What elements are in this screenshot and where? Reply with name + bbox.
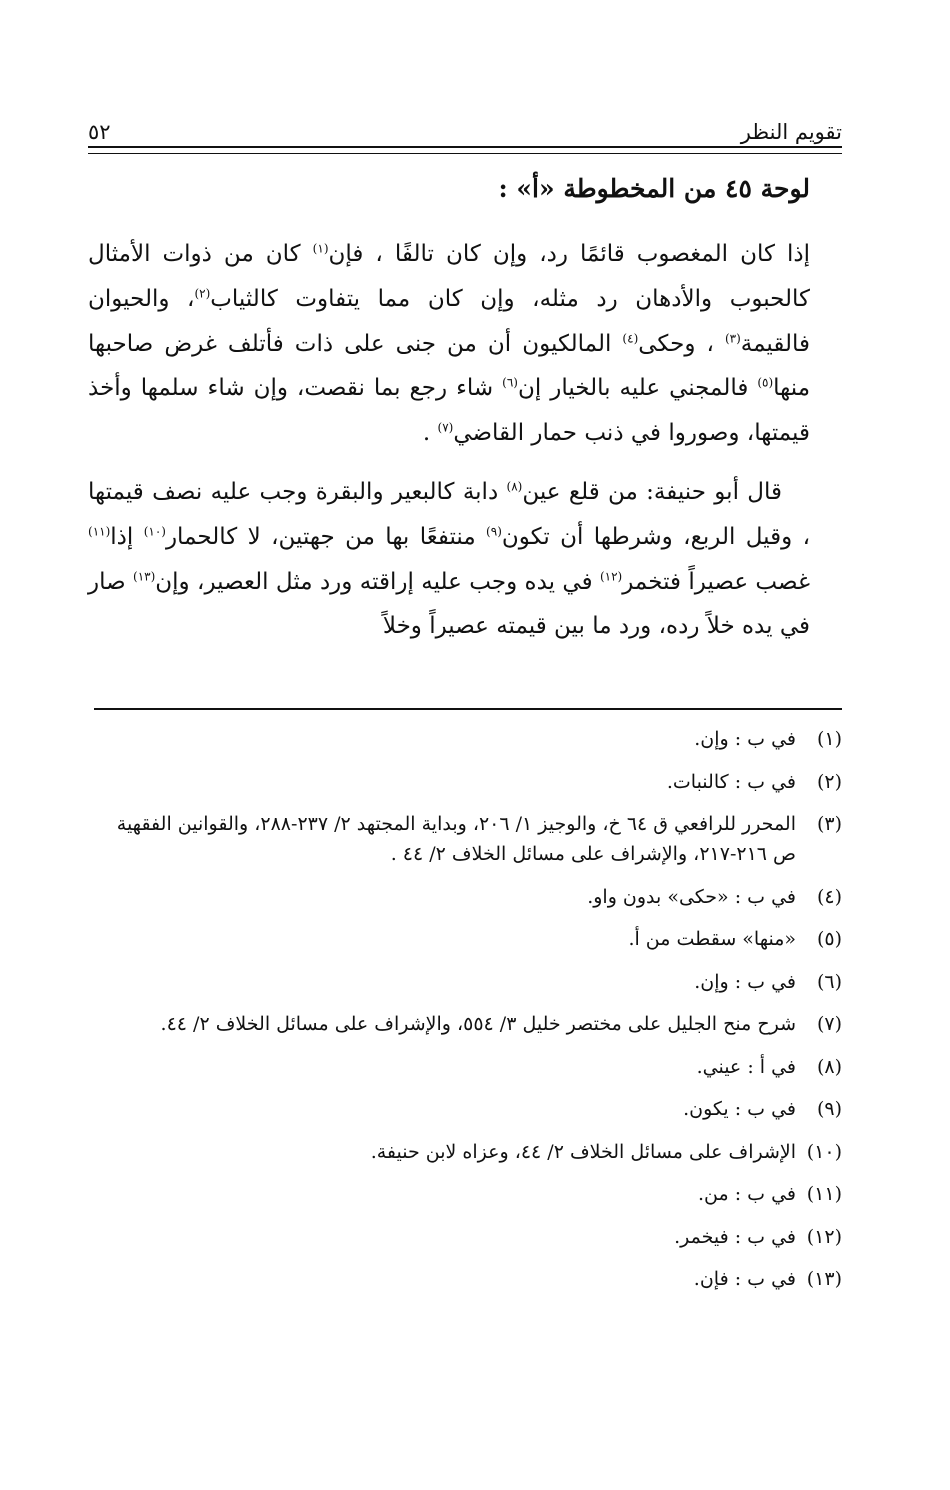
footnote-text: شرح منح الجليل على مختصر خليل ٣/ ٥٥٤، والإشراف على مسائل الخلاف ٢/ ٤٤. (160, 1013, 796, 1035)
footnote-item (94, 1179, 842, 1209)
text-run: شاء رجع بما نقصت، وإن شاء سلمها وأخذ قيمتها، وصوروا في ذنب حمار القاضي (88, 375, 810, 447)
footnote-number: (٥) (816, 928, 842, 950)
running-title: تقويم النظر (740, 120, 842, 144)
text-run: دابة كالبعير والبقرة وجب عليه نصف قيمتها ، وقيل الربع، وشرطها أن تكون (88, 478, 810, 550)
footnote-item (94, 724, 842, 754)
footnote-reference: (٧) (437, 420, 454, 435)
footnote-number: (٧) (816, 1013, 842, 1035)
footnote-item (94, 1137, 842, 1167)
footnote-item (94, 1052, 842, 1082)
section-heading: لوحة ٤٥ من المخطوطة «أ» : (498, 174, 810, 203)
text-run: المالكيون أن من جنى على ذات فأتلف غرض صاحبها منها (88, 330, 811, 402)
footnote-reference: (٦) (502, 375, 518, 390)
footnote-text: في ب : من. (697, 1183, 796, 1205)
footnote-item (94, 882, 842, 912)
footnote-reference: (٨) (506, 479, 523, 494)
footnote-item (94, 1009, 842, 1039)
text-run: . (422, 420, 438, 447)
footnote-item (94, 1222, 842, 1252)
footnote-number: (٦) (816, 970, 842, 993)
footnote-text: في ب : يكون. (683, 1098, 796, 1120)
running-header (88, 108, 842, 144)
text-run: منتفعًا بها من جهتين، لا كالحمار (165, 523, 487, 550)
footnote-text: في ب : «حكى» بدون واو. (587, 885, 796, 908)
footnote-number: (٨) (816, 1055, 842, 1078)
footnote-number: (٩) (816, 1098, 842, 1120)
footnote-reference: (٥) (757, 375, 774, 390)
text-run: فالمجني عليه بالخيار إن (517, 375, 758, 402)
footnote-number: (٤) (816, 885, 842, 908)
footnote-text: في ب : وإن. (694, 728, 796, 750)
footnote-text: «منها» سقطت من أ. (628, 928, 796, 950)
header-double-rule (88, 146, 842, 154)
footnote-item (94, 809, 842, 869)
footnote-text: في ب : فإن. (693, 1268, 796, 1290)
text-run: صار في يده خلاً رده، ورد ما بين قيمته عصيراً وخلاً (88, 568, 810, 640)
footnote-reference: (٩) (486, 524, 502, 539)
footnote-number: (١٢) (806, 1225, 842, 1248)
footnote-text: في ب : كالنبات. (666, 770, 796, 793)
footnote-item (94, 767, 842, 797)
footnote-item (94, 1094, 842, 1124)
footnote-text: في ب : وإن. (694, 970, 796, 993)
page-number: ٥٢ (88, 120, 111, 144)
text-run: غصب عصيراً فتخمر (622, 568, 810, 595)
footnote-number: (٣) (816, 813, 842, 835)
footnote-reference: (٤) (622, 330, 639, 345)
footnote-number: (١١) (806, 1183, 842, 1205)
footnote-item (94, 924, 842, 954)
footnote-separator (94, 708, 842, 710)
paragraph-1 (88, 232, 810, 456)
text-run: إذا كان المغصوب قائمًا رد، وإن كان تالفًا ، فإن (328, 241, 810, 267)
footnote-text: في أ : عيني. (696, 1055, 796, 1078)
footnote-reference: (٢) (194, 286, 211, 301)
footnote-reference: (١٠) (143, 524, 166, 539)
text-run: ، والحيوان فالقيمة (88, 285, 811, 357)
text-run: قال أبو حنيفة: من قلع عين (522, 478, 782, 505)
footnotes-list (94, 724, 842, 1307)
text-run: كان من ذوات الأمثال كالحبوب والأدهان رد مثله، وإن كان مما يتفاوت كالثياب (88, 241, 810, 312)
footnote-number: (١٣) (806, 1268, 842, 1290)
footnote-number: (١٠) (806, 1140, 842, 1163)
main-text (88, 232, 810, 649)
text-run: إذا (110, 523, 144, 550)
footnote-reference: (١٣) (133, 568, 156, 583)
footnote-text: المحرر للرافعي ق ٦٤ خ، والوجيز ١/ ٢٠٦، وبداية المجتهد ٢/ ٢٣٧-٢٨٨، والقوانين الفقهية ص ٢١٦-٢١٧، والإشراف على مسائل الخلاف ٢/ ٤٤ . (116, 813, 796, 865)
text-run: في يده وجب عليه إراقته ورد مثل العصير، وإن (155, 568, 600, 595)
paragraph-2 (88, 470, 810, 649)
text-run: ، وحكى (638, 330, 725, 357)
footnote-reference: (٣) (724, 330, 741, 345)
footnote-text: الإشراف على مسائل الخلاف ٢/ ٤٤، وعزاه لابن حنيفة. (370, 1140, 796, 1163)
footnote-reference: (١٢) (599, 568, 623, 583)
footnote-number: (١) (816, 728, 842, 750)
footnote-reference: (١١) (88, 524, 111, 539)
footnote-reference: (١) (312, 241, 329, 256)
footnote-item (94, 967, 842, 997)
footnote-item (94, 1264, 842, 1294)
footnote-number: (٢) (816, 770, 842, 793)
footnote-text: في ب : فيخمر. (674, 1225, 796, 1248)
